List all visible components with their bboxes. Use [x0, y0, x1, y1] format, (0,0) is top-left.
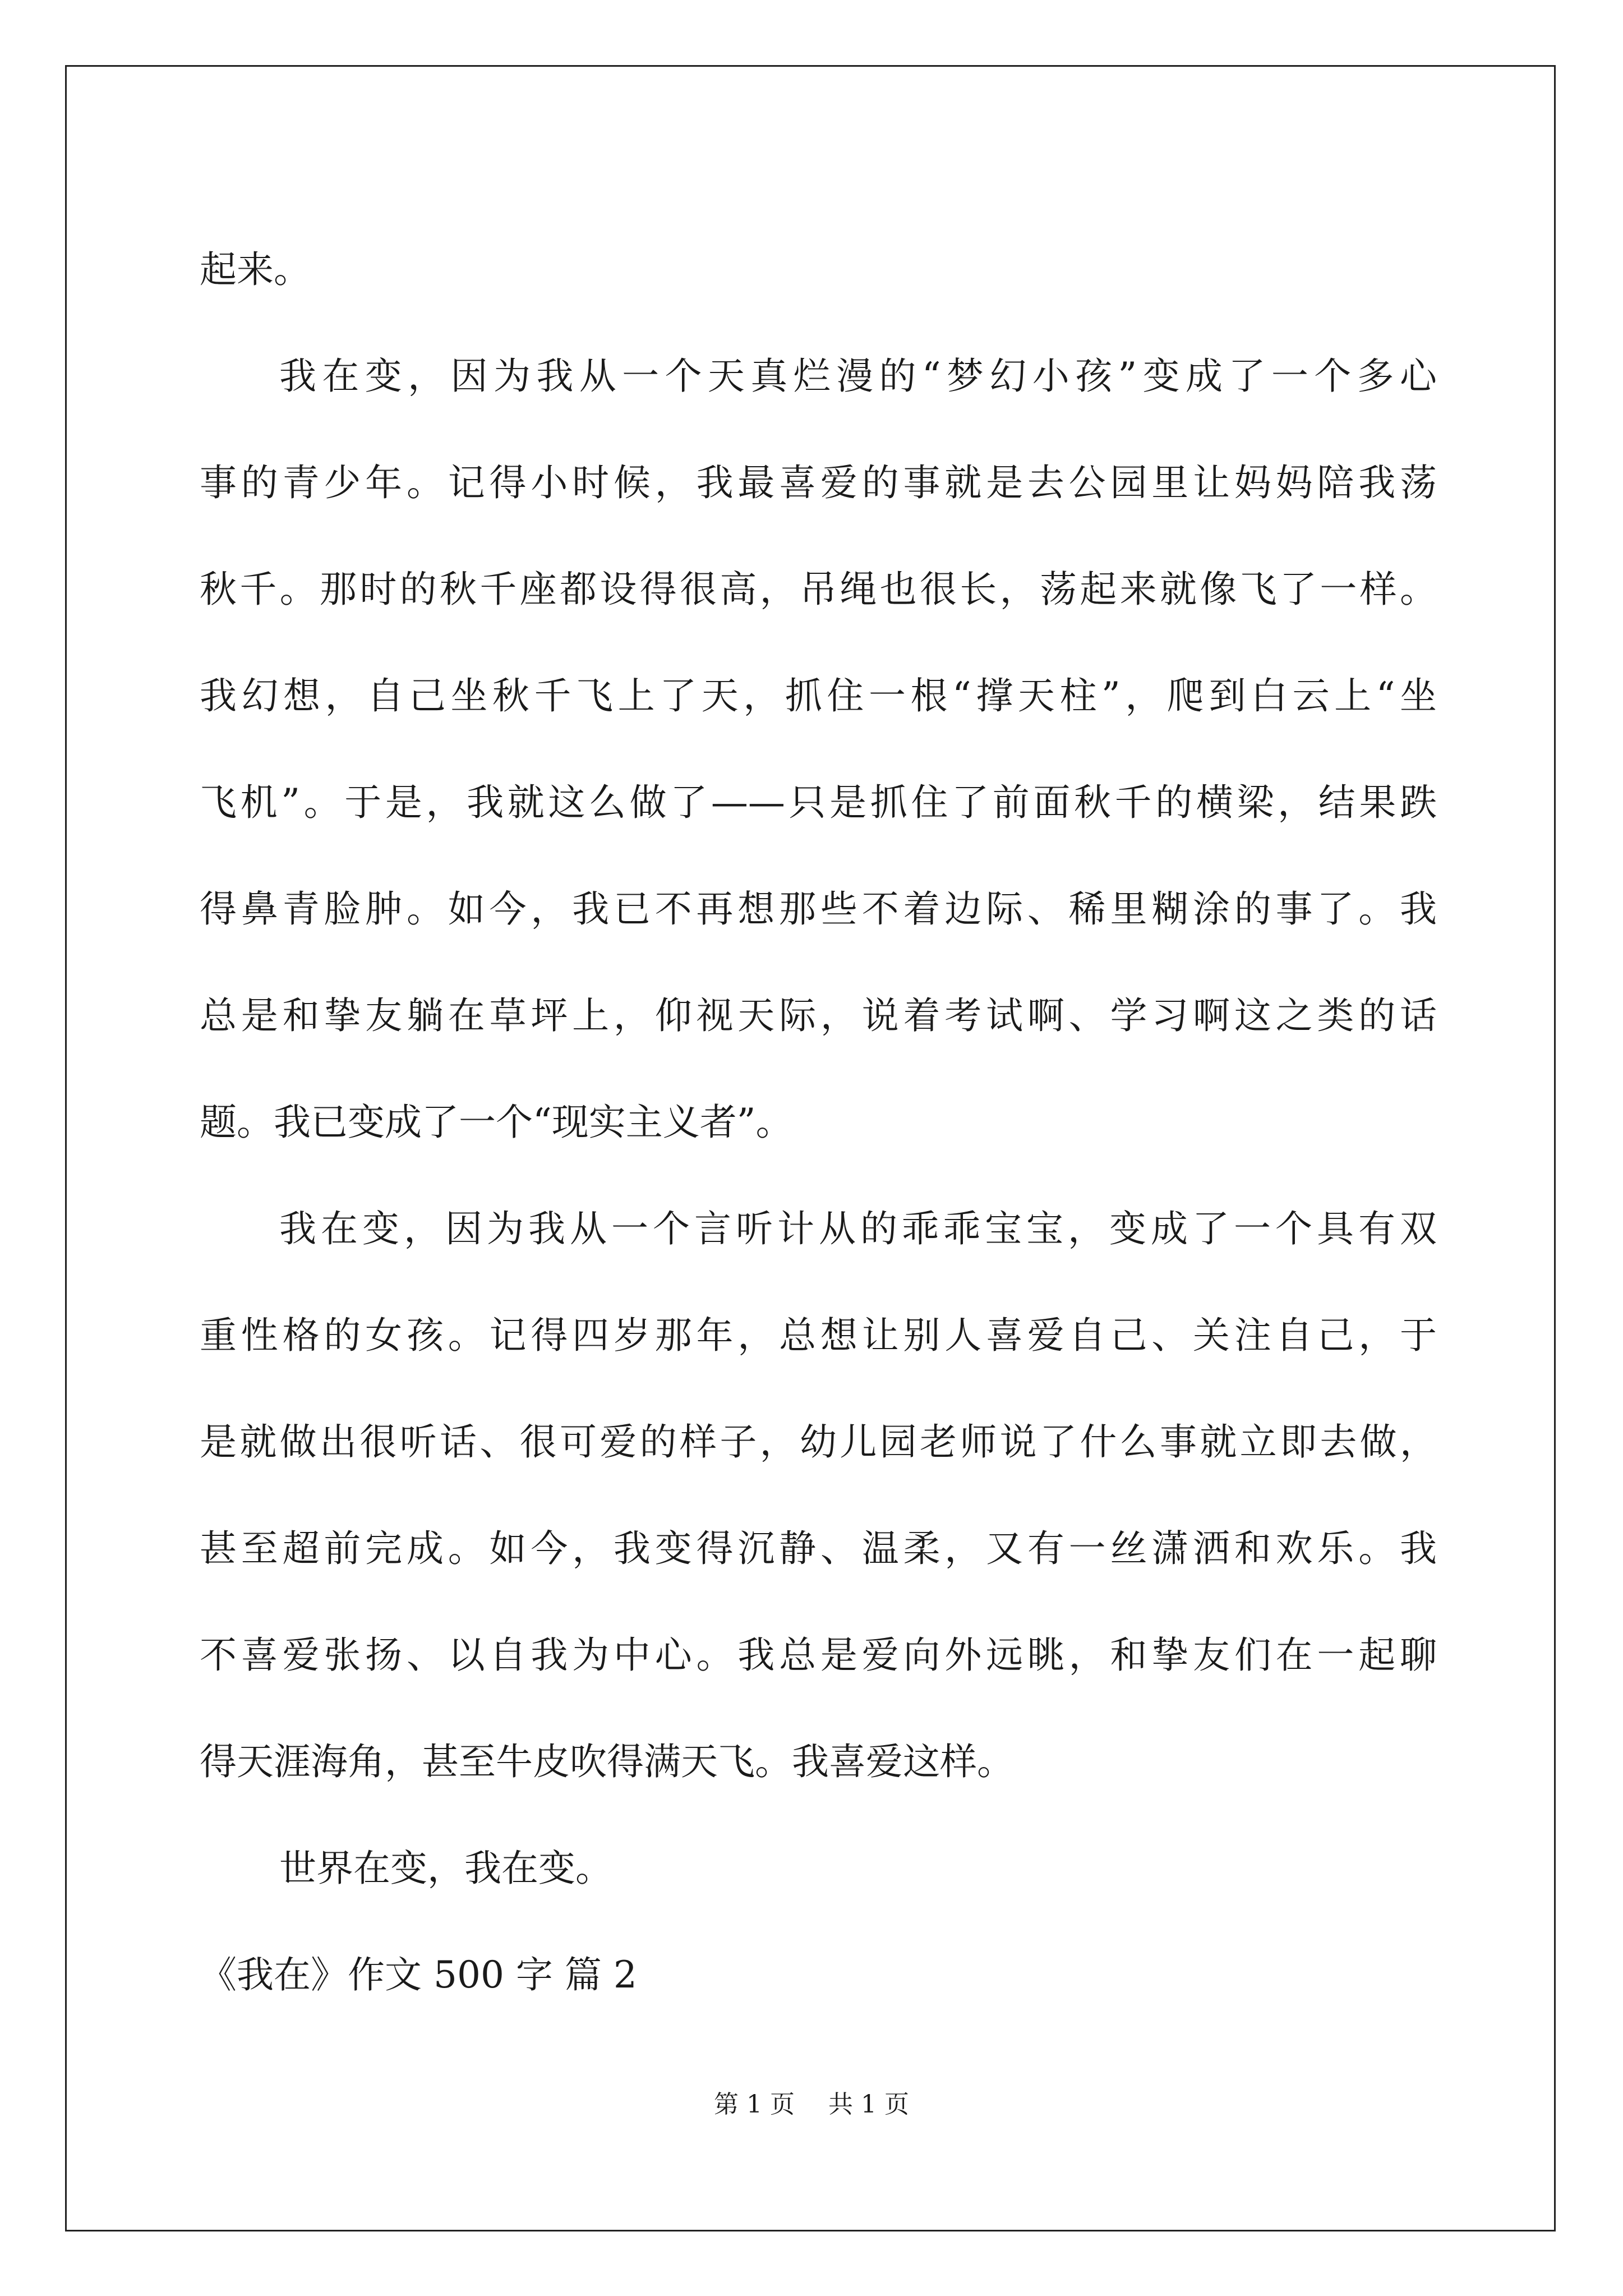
text-line: 秋千。那时的秋千座都设得很高，吊绳也很长，荡起来就像飞了一样。 [200, 568, 1437, 611]
section-heading: 《我在》作文 500 字 篇 2 [200, 1953, 637, 1996]
text-line: 得鼻青脸肿。如今，我已不再想那些不着边际、稀里糊涂的事了。我 [200, 887, 1437, 931]
text-line: 起来。 [200, 248, 311, 291]
page-number: 第 1 页 [714, 2090, 795, 2119]
text-line: 世界在变，我在变。 [279, 1847, 612, 1890]
text-line: 飞机”。于是，我就这么做了——只是抓住了前面秋千的横梁，结果跌 [200, 781, 1437, 824]
text-line: 不喜爱张扬、以自我为中心。我总是爱向外远眺，和挚友们在一起聊 [200, 1634, 1437, 1677]
text-line: 得天涯海角，甚至牛皮吹得满天飞。我喜爱这样。 [200, 1740, 1014, 1783]
document-body [200, 217, 1437, 2028]
text-line: 事的青少年。记得小时候，我最喜爱的事就是去公园里让妈妈陪我荡 [200, 461, 1437, 504]
text-line: 我在变，因为我从一个言听计从的乖乖宝宝，变成了一个具有双 [279, 1207, 1437, 1250]
page-footer [0, 2088, 1623, 2122]
text-line: 我幻想，自己坐秋千飞上了天，抓住一根“撑天柱”，爬到白云上“坐 [200, 674, 1437, 717]
text-line: 甚至超前完成。如今，我变得沉静、温柔，又有一丝潇洒和欢乐。我 [200, 1527, 1437, 1570]
text-line: 总是和挚友躺在草坪上，仰视天际，说着考试啊、学习啊这之类的话 [200, 994, 1437, 1037]
text-line: 我在变，因为我从一个天真烂漫的“梦幻小孩”变成了一个多心 [279, 355, 1437, 398]
text-line: 题。我已变成了一个“现实主义者”。 [200, 1101, 793, 1144]
text-line: 重性格的女孩。记得四岁那年，总想让别人喜爱自己、关注自己，于 [200, 1314, 1437, 1357]
text-line: 是就做出很听话、很可爱的样子，幼儿园老师说了什么事就立即去做， [200, 1420, 1437, 1464]
page-total: 共 1 页 [828, 2090, 909, 2119]
